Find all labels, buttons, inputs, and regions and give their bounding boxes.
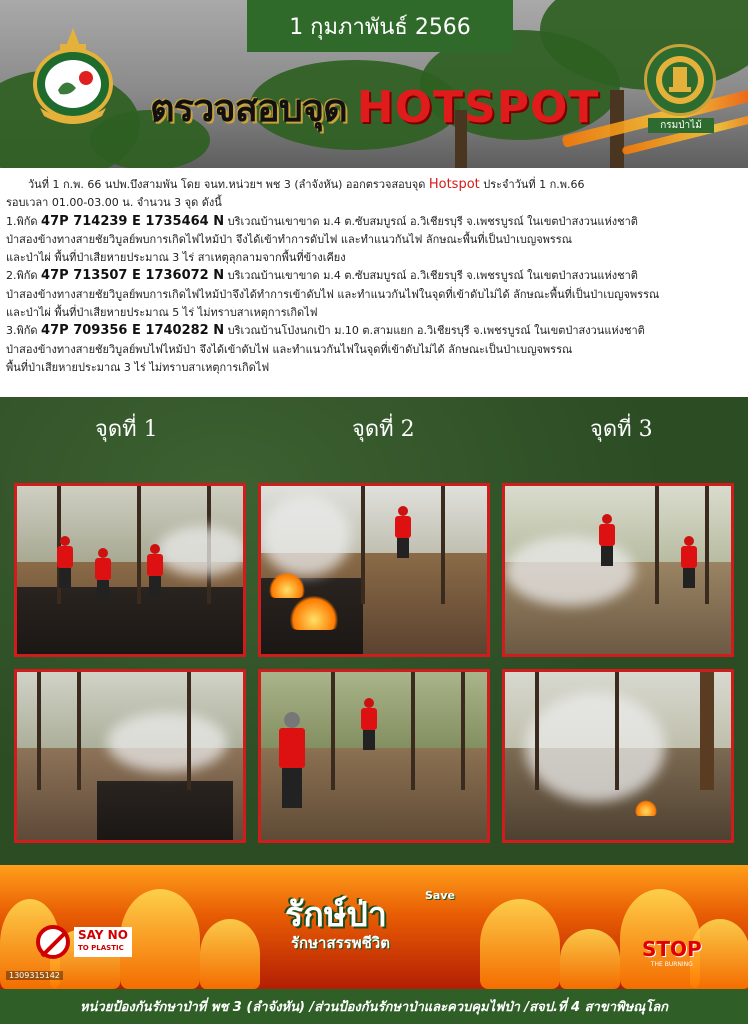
intro-text: วันที่ 1 ก.พ. 66 นปพ.บึงสามพัน โดย จนท.หน่วยฯ พช 3 (ลำจังหัน) ออกตรวจสอบจุด <box>28 178 429 191</box>
photo-point-3-b <box>502 669 734 843</box>
item-coordinate: 47P 713507 E 1736072 N <box>41 268 225 284</box>
forest-department-label: กรมป่าไม้ <box>648 118 714 133</box>
slogan-save: Save <box>425 889 455 902</box>
stop-sub: THE BURNING <box>650 961 693 968</box>
say-no-sub: TO PLASTIC <box>78 944 124 952</box>
item-prefix: 1.พิกัด <box>6 214 42 228</box>
item-3-line1 <box>6 322 744 340</box>
point-label-3: จุดที่ 3 <box>590 417 653 442</box>
slogan-sub: รักษาสรรพชีวิต <box>291 934 390 952</box>
item-location: บริเวณบ้านเขาขาด ม.4 ต.ซับสมบูรณ์ อ.วิเชียรบุรี จ.เพชรบูรณ์ ในเขตป่าสงวนแห่งชาติ <box>224 269 638 283</box>
forest-department-emblem <box>644 44 716 116</box>
campaign-banner <box>0 865 748 989</box>
hotspot-highlight: Hotspot <box>428 177 480 192</box>
item-prefix: 3.พิกัด <box>6 324 42 338</box>
photo-point-3-a <box>502 483 734 657</box>
date-text: 1 กุมภาพันธ์ 2566 <box>289 14 471 40</box>
photo-section <box>0 397 748 865</box>
slogan-main: รักษ์ป่า <box>285 895 387 935</box>
page-title <box>150 78 640 136</box>
point-label-1: จุดที่ 1 <box>95 417 158 442</box>
item-1-line3: และป่าไผ่ พื้นที่ป่าเสียหายประมาณ 3 ไร่ สาเหตุลุกลามจากพื้นที่ข้างเคียง <box>6 251 346 265</box>
say-no-text: SAY NO <box>78 928 128 942</box>
forest-emblem-icon <box>653 53 707 107</box>
slogan-logo <box>285 887 470 959</box>
item-3-line3: พื้นที่ป่าเสียหายประมาณ 3 ไร่ ไม่ทราบสาเหตุการเกิดไฟ <box>6 360 270 374</box>
photo-point-1-a <box>14 483 246 657</box>
item-3-line2: ป่าสองข้างทางสายชัยวิบูลย์พบไฟไหม้ป่า จึงได้เข้าดับไฟ และทำแนวกันไฟในจุดที่เข้าดับไม่ได้ ลักษณะเป็นป่าเบญจพรรณ <box>6 342 573 356</box>
stop-text: STOP <box>642 937 702 961</box>
item-1-line2: ป่าสองข้างทางสายชัยวิบูลย์พบการเกิดไฟไหม้ป่า จึงได้เข้าทำการดับไฟ และทำแนวกันไฟ ลักษณะพื้นที่เป็นป่าเบญจพรรณ <box>6 232 572 246</box>
report-intro <box>6 176 744 194</box>
item-1-line1 <box>6 213 744 231</box>
date-box <box>247 0 513 52</box>
title-thai: ตรวจสอบจุด <box>150 85 347 130</box>
agency-emblem-left <box>30 28 116 124</box>
item-location: บริเวณบ้านโป่งนกเป้า ม.10 ต.สามแยก อ.วิเชียรบุรี จ.เพชรบูรณ์ ในเขตป่าสงวนแห่งชาติ <box>224 324 645 338</box>
item-location: บริเวณบ้านเขาขาด ม.4 ต.ซับสมบูรณ์ อ.วิเชียรบุรี จ.เพชรบูรณ์ ในเขตป่าสงวนแห่งชาติ <box>224 214 638 228</box>
photo-point-2-a <box>258 483 490 657</box>
say-no-plastic-badge <box>36 925 132 959</box>
item-2-line3: และป่าไผ่ พื้นที่ป่าเสียหายประมาณ 5 ไร่ ไม่ทราบสาเหตุการเกิดไฟ <box>6 306 318 320</box>
image-id-watermark: 1309315142 <box>6 971 63 980</box>
report-text <box>6 176 744 377</box>
photo-point-2-b <box>258 669 490 843</box>
item-2-line1 <box>6 267 744 285</box>
footer-bar <box>0 989 748 1024</box>
item-prefix: 2.พิกัด <box>6 269 42 283</box>
title-english: HOTSPOT <box>356 81 600 133</box>
emblem-icon <box>30 28 116 124</box>
item-coordinate: 47P 714239 E 1735464 N <box>41 213 225 229</box>
header-banner <box>0 0 748 168</box>
photo-point-1-b <box>14 669 246 843</box>
no-plastic-icon <box>36 925 70 959</box>
item-coordinate: 47P 709356 E 1740282 N <box>41 323 225 339</box>
point-label-2: จุดที่ 2 <box>352 417 415 442</box>
stop-burning-badge <box>642 937 702 968</box>
footer-text: หน่วยป้องกันรักษาป่าที่ พช 3 (ลำจังหัน) /ส่วนป้องกันรักษาป่าและควบคุมไฟป่า /สจป.ที่ 4 สาขาพิษณุโลก <box>79 1000 669 1015</box>
report-time-range: รอบเวลา 01.00-03.00 น. จำนวน 3 จุด ดังนี้ <box>6 196 222 210</box>
item-2-line2: ป่าสองข้างทางสายชัยวิบูลย์พบการเกิดไฟไหม้ป่าจึงได้ทำการเข้าดับไฟ และทำแนวกันไฟในจุดที่เข้าดับไม่ได้ ลักษณะพื้นที่เป็นป่าเบญจพรรณ <box>6 287 660 301</box>
intro-date: ประจำวันที่ 1 ก.พ.66 <box>479 178 585 191</box>
